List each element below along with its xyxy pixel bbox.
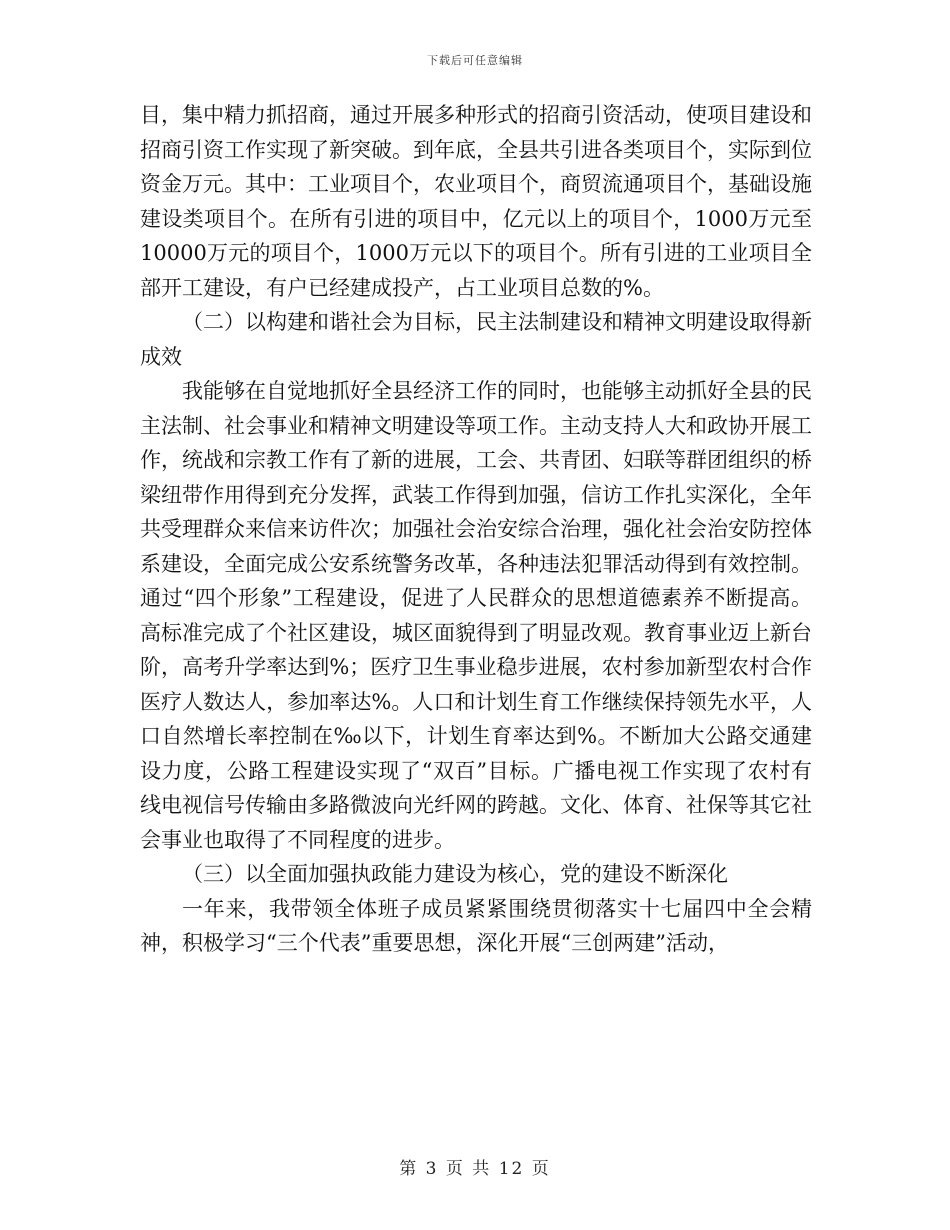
body-text [140, 98, 812, 961]
section-heading-3: （三）以全面加强执政能力建设为核心，党的建设不断深化 [182, 862, 728, 886]
paragraph-party-building: 一年来，我带领全体班子成员紧紧围绕贯彻落实十七届四中全会精神，积极学习“三个代表”重要思想，深化开展“三创两建”活动， [140, 896, 812, 955]
page-header: 下载后可任意编辑 [427, 54, 523, 67]
page-footer: 第 3 页 共 12 页 [399, 1159, 551, 1179]
paragraph-investment: 目，集中精力抓招商，通过开展多种形式的招商引资活动，使项目建设和招商引资工作实现了新突破。到年底，全县共引进各类项目个，实际到位资金万元。其中：工业项目个，农业项目个，商贸流通项目个，基础设施建设类项目个。在所有引进的项目中，亿元以上的项目个，1000万元至10000万元的项目个，1000万元以下的项目个。所有引进的工业项目全部开工建设，有户已经建成投产，占工业项目总数的%。 [140, 103, 812, 300]
paragraph-social-development: 我能够在自觉地抓好全县经济工作的同时，也能够主动抓好全县的民主法制、社会事业和精神文明建设等项工作。主动支持人大和政协开展工作，统战和宗教工作有了新的进展，工会、共青团、妇联等群团组织的桥梁纽带作用得到充分发挥，武装工作得到加强，信访工作扎实深化，全年共受理群众来信来访件次；加强社会治安综合治理，强化社会治安防控体系建设，全面完成公安系统警务改革，各种违法犯罪活动得到有效控制。通过“四个形象”工程建设，促进了人民群众的思想道德素养不断提高。高标准完成了个社区建设，城区面貌得到了明显改观。教育事业迈上新台阶，高考升学率达到%；医疗卫生事业稳步进展，农村参加新型农村合作医疗人数达人，参加率达%。人口和计划生育工作继续保持领先水平，人口自然增长率控制在‰以下，计划生育率达到%。不断加大公路交通建设力度，公路工程建设实现了“双百”目标。广播电视工作实现了农村有线电视信号传输由多路微波向光纤网的跨越。文化、体育、社保等其它社会事业也取得了不同程度的进步。 [140, 379, 812, 852]
section-heading-2: （二）以构建和谐社会为目标，民主法制建设和精神文明建设取得新成效 [140, 310, 812, 369]
